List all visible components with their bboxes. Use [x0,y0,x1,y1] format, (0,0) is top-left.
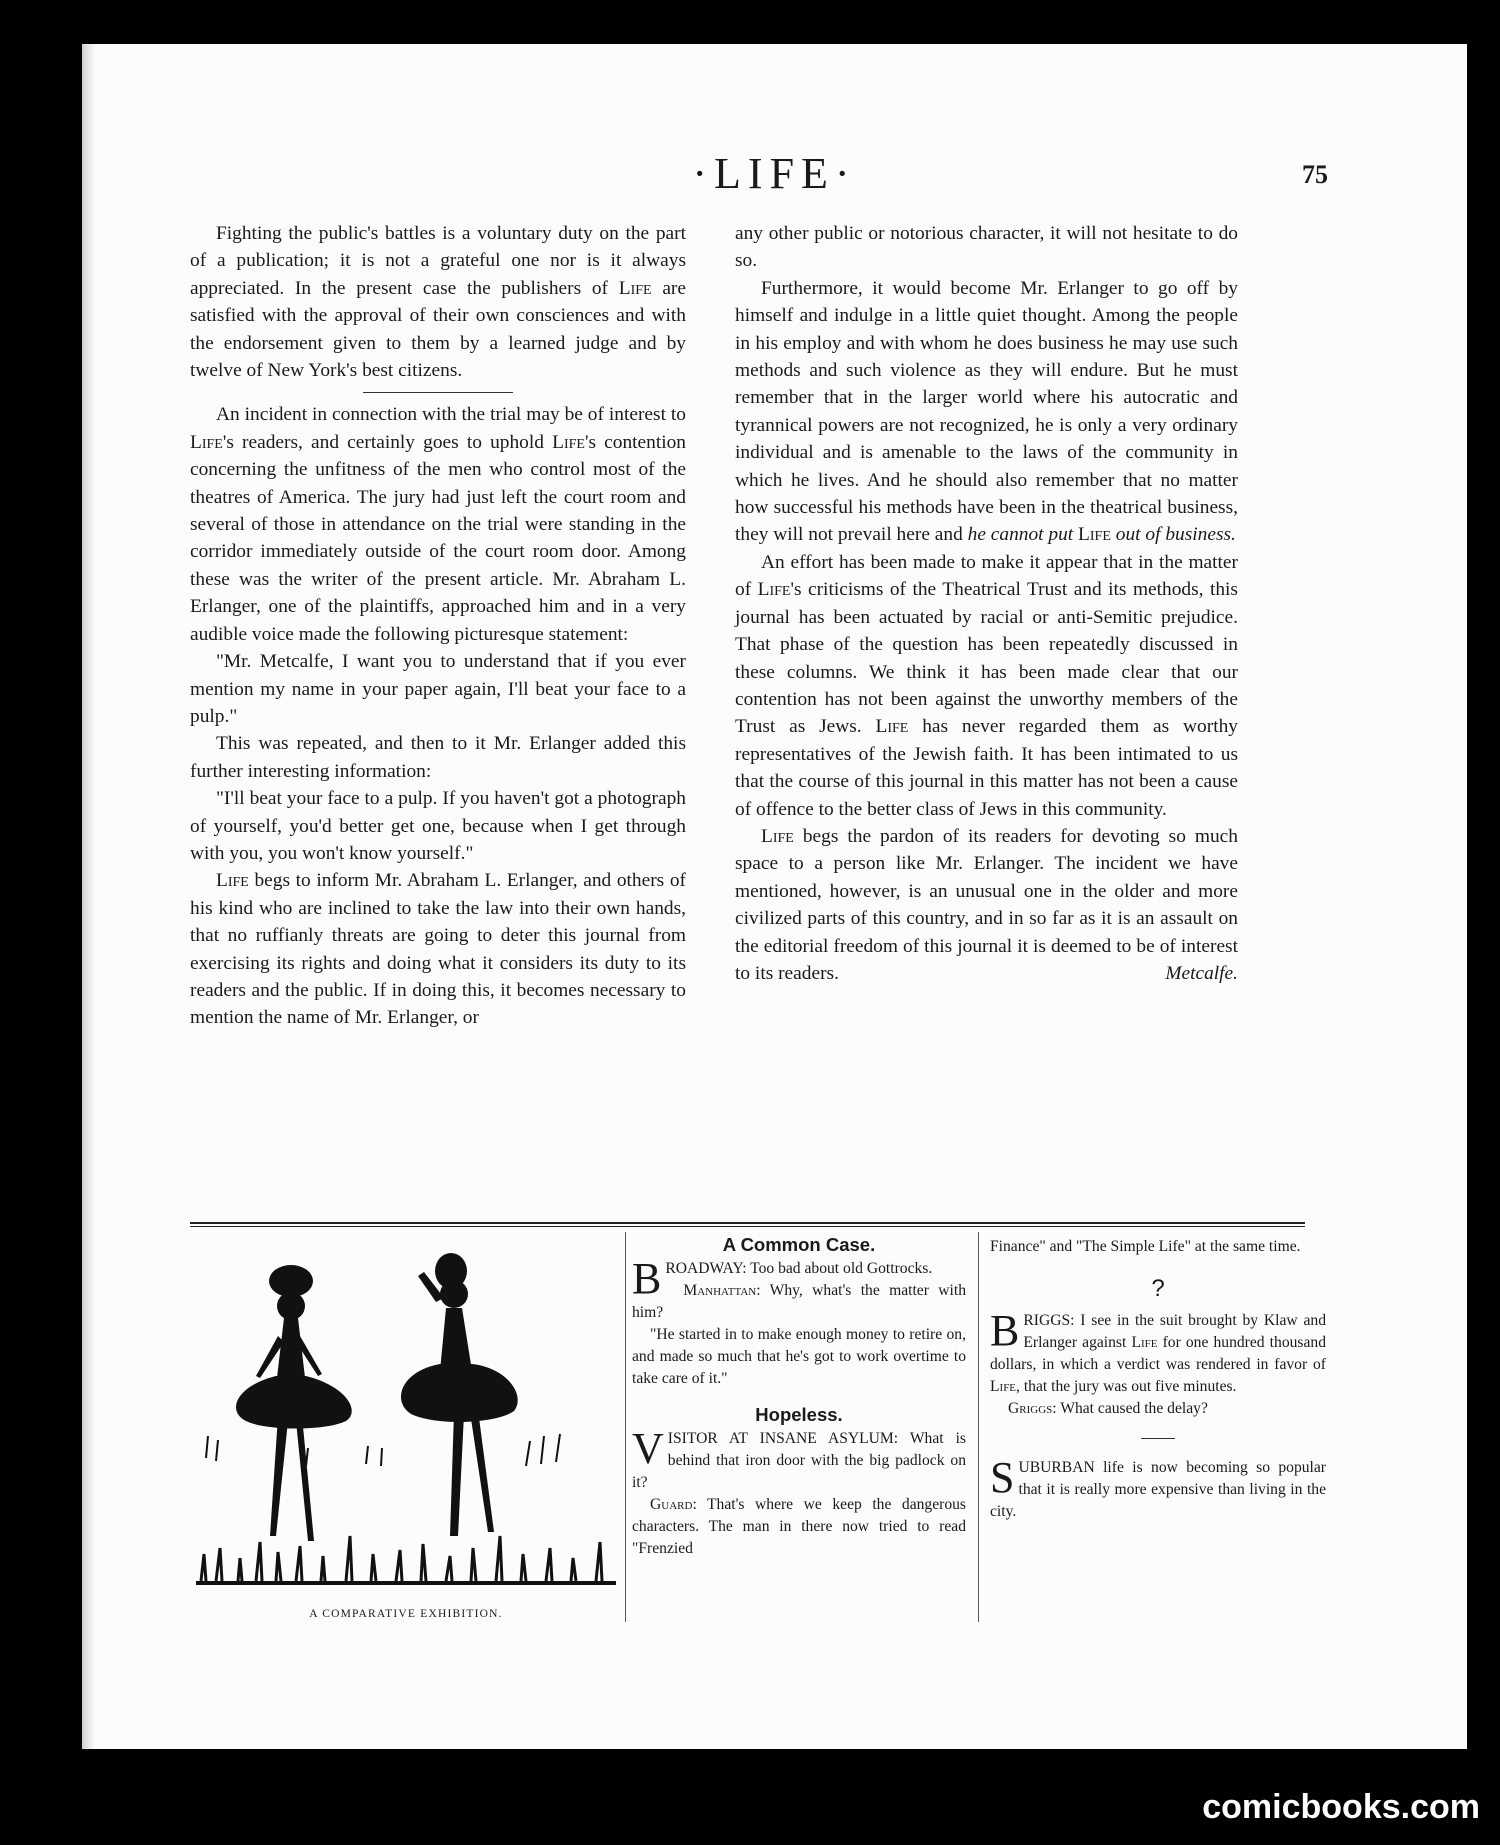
paragraph: Manhattan: Why, what's the matter with him? [632,1282,966,1321]
section-rule [1141,1438,1175,1439]
article-column-1 [190,220,686,1032]
paragraph: "I'll beat your face to a pulp. If you haven't got a photograph of yourself, you'd better get one, because when I get through with you, you won't know yourself." [190,788,686,864]
column-divider [625,1232,626,1622]
paragraph: SUBURBAN life is now becoming so popular that it is really more expensive than living in the city. [990,1453,1326,1520]
paragraph: any other public or notorious character, it will not hesitate to do so. [735,223,1238,272]
paragraph: Life begs to inform Mr. Abraham L. Erlanger, and others of his kind who are inclined to take the law into their own hands, that no ruffianly threats are going to deter this journal from exercising its rights and doing what it considers its duty to its readers and the public. If in doing this, it becomes necessary to mention the name of Mr. Erlanger, or [190,870,686,1029]
paragraph: Finance" and "The Simple Life" at the same time. [990,1238,1301,1255]
paragraph: Life begs the pardon of its readers for devoting so much space to a person like Mr. Erlanger. The incident we have mentioned, however, is an unusual one in the older and more civilized parts of this country, and in so far as it is an assault on the editorial freedom of this journal it is deemed to be of interest to its readers. Metcalfe. [735,823,1238,987]
site-watermark: comicbooks.com [1202,1788,1480,1826]
column-divider [978,1232,979,1622]
right-small-column [990,1236,1326,1523]
paragraph: VISITOR AT INSANE ASYLUM: What is behind that iron door with the big padlock on it? [632,1424,966,1491]
section-title: ? [1151,1275,1165,1302]
paragraph: Griggs: What caused the delay? [1008,1400,1208,1417]
paragraph: BROADWAY: Too bad about old Gottrocks. [632,1254,933,1303]
paragraph: Fighting the public's battles is a voluntary duty on the part of a publication; it is not a grateful one nor is it always appreciated. In the present case the publishers of Life are satisfied with the approval of their own consciences and with the endorsement given to them by a learned judge and by twelve of New York's best citizens. [190,223,686,382]
section-rule [363,392,513,393]
paragraph: An incident in connection with the trial may be of interest to Life's readers, and certainly goes to uphold Life's contention concerning the unfitness of the men who control most of the theatres of America. The jury had just left the court room and several of those in attendance on the trial were standing in the corridor immediately outside of the court room door. Among these was the writer of the present article. Mr. Abraham L. Erlanger, one of the plaintiffs, approached him and in a very audible voice made the following picturesque statement: [190,404,686,645]
article-column-2 [735,220,1238,987]
masthead: ·LIFE· [692,149,857,198]
common-case-column [632,1234,966,1560]
paragraph: Guard: That's where we keep the dangerous characters. The man in there now tried to read "Frenzied [632,1496,966,1557]
paragraph: This was repeated, and then to it Mr. Erlanger added this further interesting information: [190,733,686,782]
section-divider [190,1222,1305,1227]
paragraph: BRIGGS: I see in the suit brought by Klaw and Erlanger against Life for one hundred thousand dollars, in which a verdict was rendered in favor of Life, that the jury was out five minutes. [990,1306,1326,1395]
cartoon-caption: A COMPARATIVE EXHIBITION. [309,1608,503,1620]
paragraph: An effort has been made to make it appear that in the matter of Life's criticisms of the Theatrical Trust and its methods, this journal has been actuated by racial or anti-Semitic prejudice. That phase of the question has been repeatedly discussed in these columns. We think it has been made clear that our contention has not been against the unworthy members of the Trust as Jews. Life has never regarded them as worthy representatives of the Jewish faith. It has been intimated to us that the course of this journal in this matter has not been a cause of offence to the better class of Jews in this community. [735,551,1238,820]
paragraph: Furthermore, it would become Mr. Erlanger to go off by himself and indulge in a little quiet thought. Among the people in his employ and with whom he does business he may use such methods and such violence as they will endure. But he must remember that in the larger world where his autocratic and tyrannical powers are not recognized, he is only a very ordinary individual and is amenable to the laws of the community in which he lives. And he should also remember that no matter how successful his methods have been in the theatrical business, they will not prevail here and he cannot put Life out of business. [735,277,1238,546]
section-title: Hopeless. [755,1404,843,1425]
cartoon-illustration [196,1236,616,1606]
signature: Metcalfe. [1165,962,1238,984]
paragraph: "Mr. Metcalfe, I want you to understand that if you ever mention my name in your paper again, I'll beat your face to a pulp." [190,651,686,727]
page-spine-shadow [82,44,96,1749]
paragraph: "He started in to make enough money to retire on, and made so much that he's got to work overtime to take care of it." [632,1326,966,1387]
page-number: 75 [1302,160,1328,189]
section-title: A Common Case. [722,1234,876,1255]
